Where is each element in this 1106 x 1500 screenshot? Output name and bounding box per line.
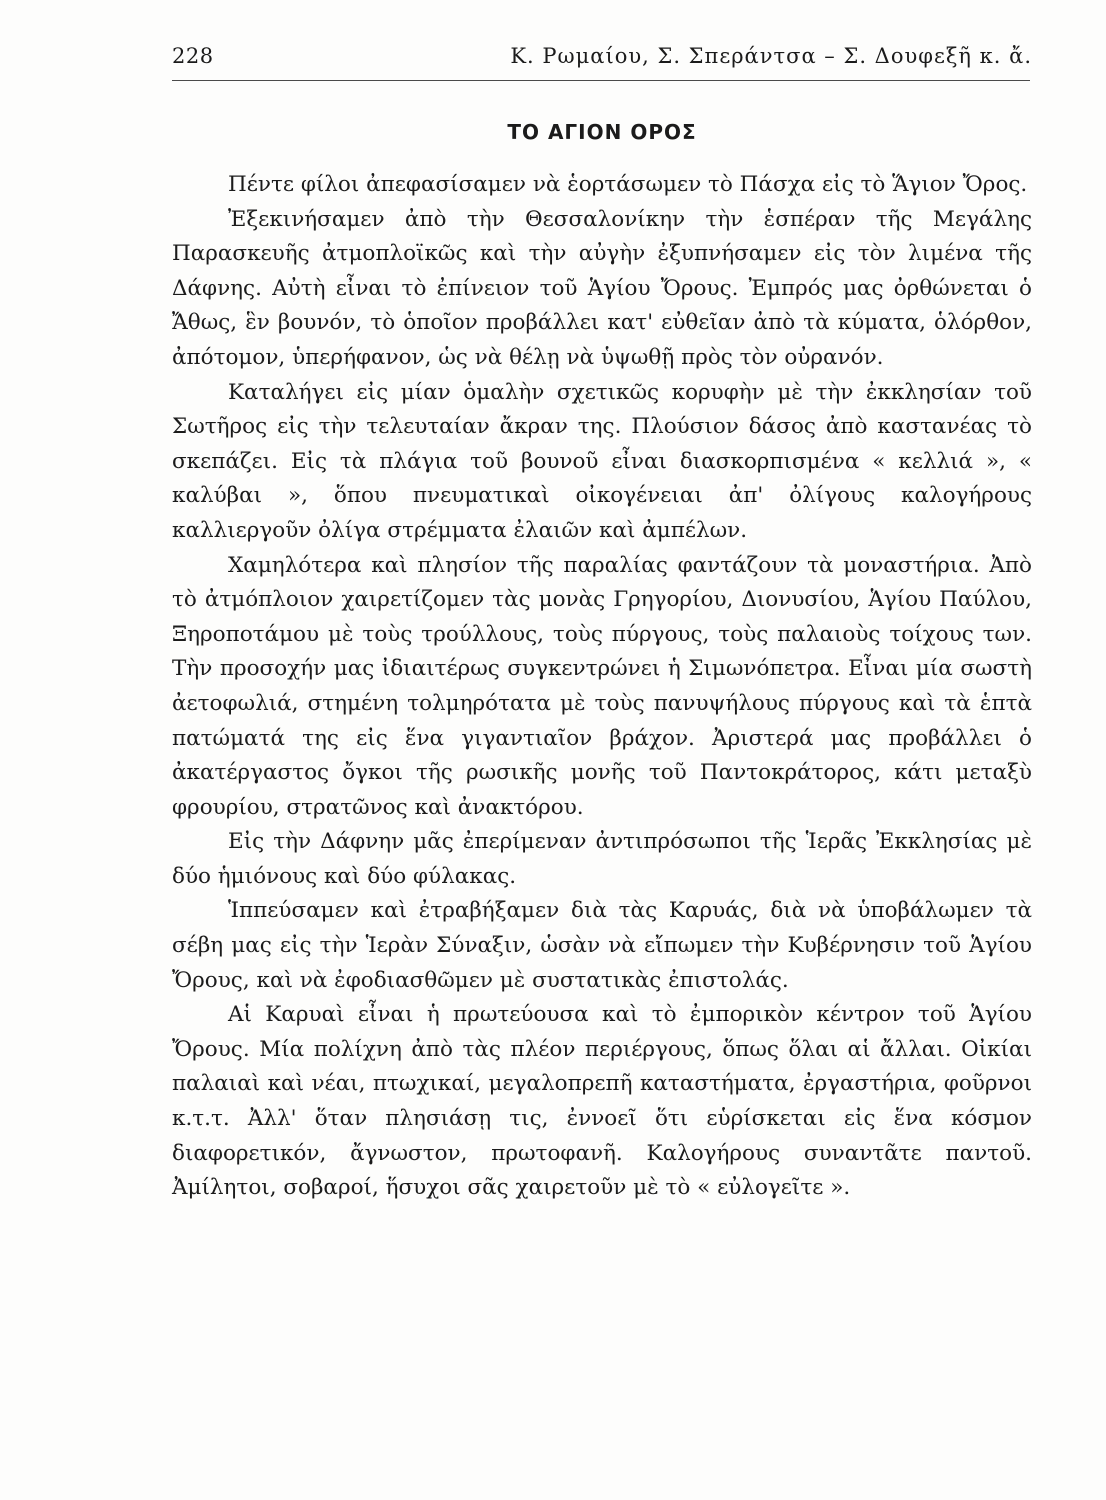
chapter-title: ΤΟ ΑΓΙΟΝ ΟΡΟΣ — [507, 120, 697, 144]
paragraph: Ἱππεύσαμεν καὶ ἐτραβήξαμεν διὰ τὰς Καρυάς, διὰ νὰ ὑποβάλωμεν τὰ σέβη μας εἰς τὴν Ἱερὰν Σύναξιν, ὡσὰν νὰ εἴπωμεν τὴν Κυβέρνησιν τοῦ Ἁγίου Ὄρους, καὶ νὰ ἐφοδιασθῶμεν μὲ συστατικὰς ἐπιστολάς. — [172, 898, 1032, 993]
running-head — [172, 44, 1032, 84]
paragraph: Πέντε φίλοι ἀπεφασίσαμεν νὰ ἑορτάσωμεν τὸ Πάσχα εἰς τὸ Ἅγιον Ὄρος. — [228, 172, 1028, 197]
header-rule — [172, 80, 1030, 81]
paragraph: Αἱ Καρυαὶ εἶναι ἡ πρωτεύουσα καὶ τὸ ἐμπορικὸν κέντρον τοῦ Ἁγίου Ὄρους. Μία πολίχνη ἀπὸ τὰς πλέον περιέργους, ὅπως ὅλαι αἱ ἄλλαι. Οἰκίαι παλαιαὶ καὶ νέαι, πτωχικαί, μεγαλοπρεπῆ καταστήματα, ἐργαστήρια, φοῦρνοι κ.τ.τ. Ἀλλ' ὅταν πλησιάσῃ τις, ἐννοεῖ ὅτι εὑρίσκεται εἰς ἕνα κόσμον διαφορετικόν, ἄγνωστον, πρωτοφανῆ. Καλογήρους συναντᾶτε παντοῦ. Ἀμίλητοι, σοβαροί, ἥσυχοι σᾶς χαιρετοῦν μὲ τὸ « εὐλογεῖτε ». — [172, 1002, 1032, 1201]
running-title: Κ. Ρωμαίου, Σ. Σπεράντσα – Σ. Δουφεξῆ κ. ἄ. — [510, 44, 1032, 68]
page-number: 228 — [172, 44, 214, 68]
paragraph: Ἐξεκινήσαμεν ἀπὸ τὴν Θεσσαλονίκην τὴν ἑσπέραν τῆς Μεγάλης Παρασκευῆς ἀτμοπλοϊκῶς καὶ τὴν αὐγὴν ἐξυπνήσαμεν εἰς τὸν λιμένα τῆς Δάφνης. Αὐτὴ εἶναι τὸ ἐπίνειον τοῦ Ἁγίου Ὄρους. Ἐμπρός μας ὀρθώνεται ὁ Ἄθως, ἓν βουνόν, τὸ ὁποῖον προβάλλει κατ' εὐθεῖαν ἀπὸ τὰ κύματα, ὁλόρθον, ἀπότομον, ὑπερήφανον, ὡς νὰ θέλῃ νὰ ὑψωθῇ πρὸς τὸν οὐρανόν. — [172, 206, 1032, 370]
paragraph: Εἰς τὴν Δάφνην μᾶς ἐπερίμεναν ἀντιπρόσωποι τῆς Ἱερᾶς Ἐκκλησίας μὲ δύο ἡμιόνους καὶ δύο φύλακας. — [172, 829, 1032, 889]
paragraph: Χαμηλότερα καὶ πλησίον τῆς παραλίας φαντάζουν τὰ μοναστήρια. Ἀπὸ τὸ ἀτμόπλοιον χαιρετίζομεν τὰς μονὰς Γρηγορίου, Διονυσίου, Ἁγίου Παύλου, Ξηροποτάμου μὲ τοὺς τρούλλους, τοὺς πύργους, τοὺς παλαιοὺς τοίχους των. Τὴν προσοχήν μας ἰδιαιτέρως συγκεντρώνει ἡ Σιμωνόπετρα. Εἶναι μία σωστὴ ἀετοφωλιά, στημένη τολμηρότατα μὲ τοὺς πανυψήλους πύργους καὶ τὰ ἑπτὰ πατώματά της εἰς ἕνα γιγαντιαῖον βράχον. Ἀριστερά μας προβάλλει ὁ ἀκατέργαστος ὄγκοι τῆς ρωσικῆς μονῆς τοῦ Παντοκράτορος, κάτι μεταξὺ φρουρίου, στρατῶνος καὶ ἀνακτόρου. — [172, 552, 1032, 820]
body-text — [172, 168, 1032, 1206]
paragraph: Καταλήγει εἰς μίαν ὁμαλὴν σχετικῶς κορυφὴν μὲ τὴν ἐκκλησίαν τοῦ Σωτῆρος εἰς τὴν τελευταίαν ἄκραν της. Πλούσιον δάσος ἀπὸ καστανέας τὸ σκεπάζει. Εἰς τὰ πλάγια τοῦ βουνοῦ εἶναι διασκορπισμένα « κελλιά », « καλύβαι », ὅπου πνευματικαὶ οἰκογένειαι ἀπ' ὀλίγους καλογήρους καλλιεργοῦν ὀλίγα στρέμματα ἐλαιῶν καὶ ἀμπέλων. — [172, 379, 1032, 543]
